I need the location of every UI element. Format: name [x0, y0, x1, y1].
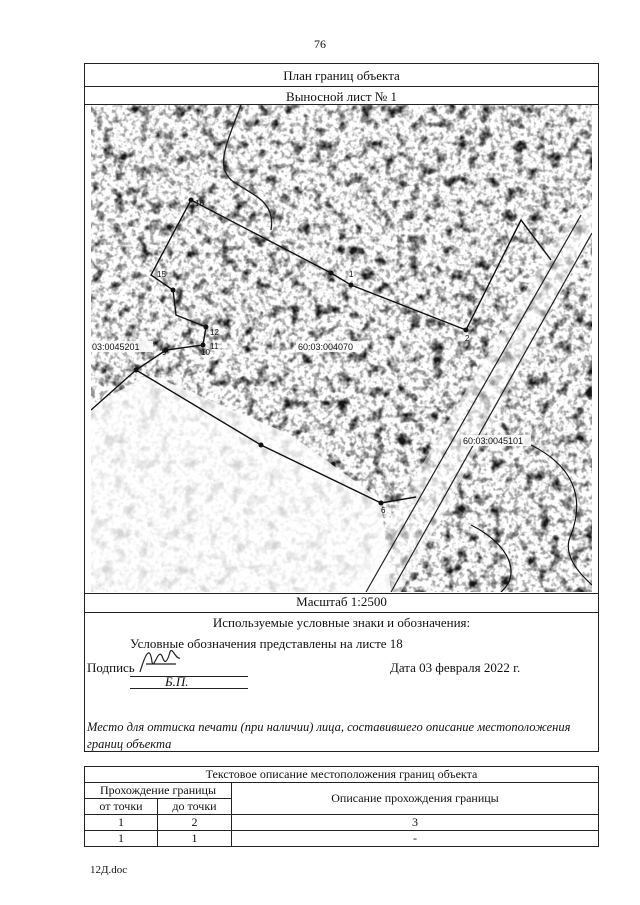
divider: [85, 612, 598, 613]
signature-line: [130, 676, 248, 677]
document-date: Дата 03 февраля 2022 г.: [390, 660, 521, 675]
cadastral-label: 60:03:004070: [298, 342, 354, 352]
divider: [85, 86, 598, 87]
cadastral-label: 60:03:0045101: [463, 436, 524, 446]
point-label: 9: [162, 348, 167, 357]
table-header-description: Описание прохождения границы: [232, 783, 599, 815]
boundary-point: [259, 443, 264, 448]
table-header-to: до точки: [158, 799, 232, 815]
boundary-point: [189, 198, 194, 203]
boundary-point: [134, 368, 139, 373]
sheet-subtitle: Выносной лист № 1: [286, 89, 397, 104]
signature-label: Подпись: [87, 660, 135, 675]
table-cell: 1: [85, 815, 158, 831]
table-cell: -: [232, 831, 599, 847]
point-label: 16: [195, 199, 204, 208]
cadastral-label: 03:0045201: [92, 342, 140, 352]
point-label: 6: [381, 506, 386, 515]
point-label: 10: [201, 348, 210, 357]
signature-initials: Б.П.: [165, 674, 189, 689]
boundary-point: [349, 283, 354, 288]
boundary-point: [201, 343, 206, 348]
table-cell: 3: [232, 815, 599, 831]
boundary-point: [171, 288, 176, 293]
table-cell: 2: [158, 815, 232, 831]
table-group-header: Прохождение границы: [85, 783, 232, 799]
point-label: 11: [210, 342, 219, 351]
point-label: 1: [349, 270, 354, 279]
signature-name-line: [130, 688, 248, 689]
boundary-point: [329, 271, 334, 276]
table-header-from: от точки: [85, 799, 158, 815]
file-name-footer: 12Д.doc: [90, 864, 128, 876]
table-row: [85, 831, 599, 847]
boundary-point: [204, 325, 209, 330]
point-label: 15: [157, 270, 166, 279]
table-title: Текстовое описание местоположения границ объекта: [85, 767, 599, 783]
point-label: 2: [465, 334, 470, 343]
map-scale: Масштаб 1:2500: [296, 594, 387, 609]
table-row: [85, 815, 599, 831]
point-label: 12: [210, 328, 219, 337]
boundary-map: [91, 105, 592, 592]
legend-title: Используемые условные знаки и обозначения:: [212, 615, 471, 630]
stamp-note: Место для оттиска печати (при наличии) лица, составившего описание местоположения границ объекта: [87, 720, 571, 751]
table-cell: 1: [85, 831, 158, 847]
plan-title: План границ объекта: [283, 68, 400, 83]
signature-mark: [136, 642, 186, 676]
table-cell: 1: [158, 831, 232, 847]
boundary-point: [464, 328, 469, 333]
boundary-description-table: [84, 766, 599, 847]
boundary-point: [379, 501, 384, 506]
page-number: 76: [314, 37, 326, 51]
legend-text: Условные обозначения представлены на листе 18: [130, 636, 403, 651]
